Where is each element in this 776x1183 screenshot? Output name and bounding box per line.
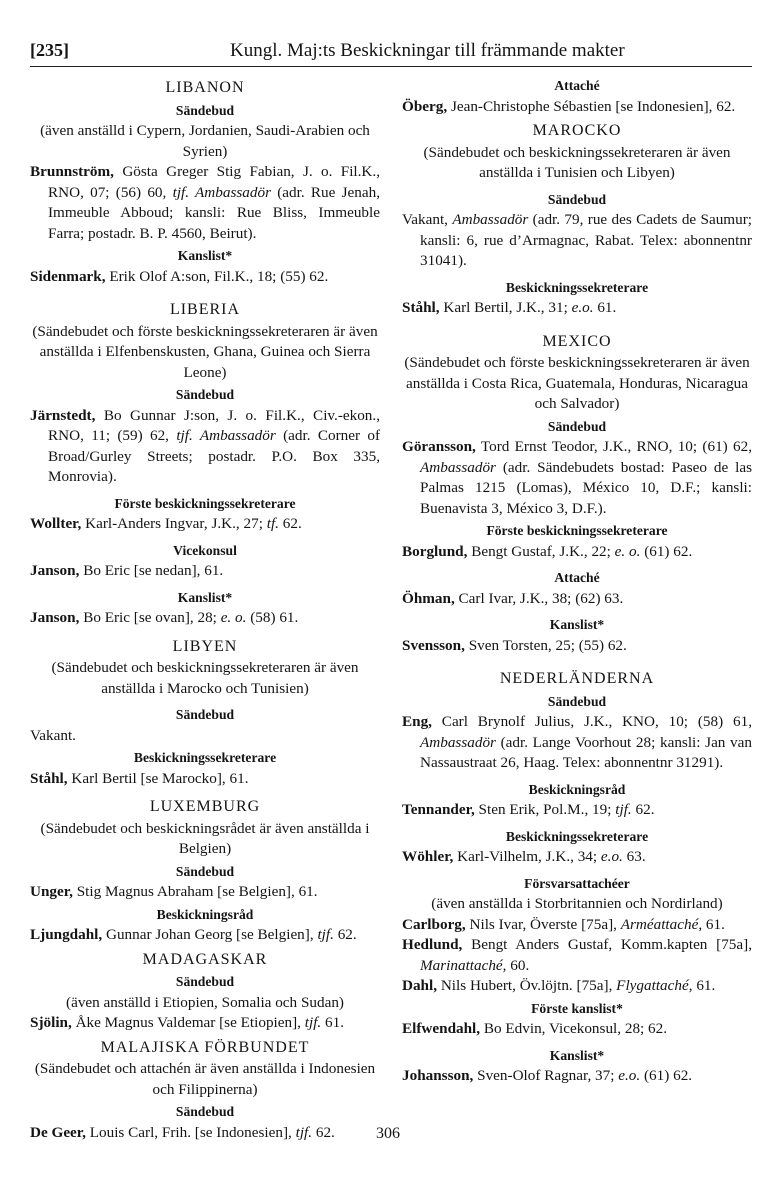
section-madagaskar bbox=[30, 950, 380, 1034]
country-heading: MALAJISKA FÖRBUNDET bbox=[100, 1038, 310, 1056]
entry-title: tjf. bbox=[615, 801, 632, 818]
entry-text: Carl Ivar, J.K., 38; (62) 63. bbox=[454, 589, 624, 607]
person-entry bbox=[402, 976, 752, 997]
person-entry bbox=[402, 589, 752, 610]
person-name: Unger, bbox=[30, 883, 73, 900]
section-note: (även anställd i Etiopien, Somalia och Sudan) bbox=[66, 993, 344, 1011]
entry-text: Sten Erik, Pol.M., 19; bbox=[474, 801, 616, 818]
entry-text: Tord Ernst Teodor, J.K., RNO, 10; (61) 62, bbox=[475, 438, 752, 455]
person-entry bbox=[402, 437, 752, 519]
entry-title: Flygattaché, bbox=[616, 977, 693, 994]
entry-title: Arméattaché, bbox=[620, 915, 703, 933]
person-entry bbox=[402, 636, 752, 657]
spacer bbox=[402, 562, 752, 566]
entry-title: e.o. bbox=[600, 848, 623, 865]
entry-text: Gunnar Johan Georg [se Belgien], bbox=[102, 926, 318, 943]
entry-title: e.o. bbox=[571, 299, 594, 316]
header-rule bbox=[30, 66, 752, 67]
person-name: Borglund, bbox=[402, 542, 468, 560]
role-heading: Kanslist* bbox=[549, 1047, 605, 1063]
person-entry bbox=[30, 267, 380, 288]
person-entry bbox=[30, 406, 380, 488]
person-name: Sidenmark, bbox=[30, 267, 106, 285]
entry-title: tjf. bbox=[304, 1014, 322, 1031]
section-note: (även anställda i Storbritannien och Nordirland) bbox=[431, 895, 723, 912]
running-title: Kungl. Maj:ts Beskickningar till främmande makter bbox=[230, 40, 625, 61]
section-note: (Sändebudet och attachén är även anställda i Indonesien och Filippinerna) bbox=[34, 1060, 376, 1098]
role-heading: Sändebud bbox=[175, 1104, 235, 1119]
person-name: Göransson, bbox=[402, 438, 476, 455]
entry-text: Carl Brynolf Julius, J.K., KNO, 10; (58) 61, bbox=[431, 713, 752, 730]
person-name: Wollter, bbox=[30, 515, 82, 532]
section-liberia bbox=[30, 300, 380, 629]
role-heading: Sändebud bbox=[175, 707, 235, 722]
person-name: Eng, bbox=[402, 713, 432, 730]
section-nederlanderna bbox=[402, 669, 752, 1087]
person-entry bbox=[402, 915, 752, 936]
role-heading: Sändebud bbox=[175, 863, 235, 879]
entry-title: tjf. Ambassadör bbox=[172, 183, 271, 201]
person-entry bbox=[402, 97, 752, 118]
country-heading: LIBYEN bbox=[172, 637, 238, 655]
section-note: (Sändebudet och förste beskickningssekreteraren är även anställda i Elfenbenskusten, Ghana, Guinea och Sierra Leone) bbox=[32, 322, 378, 381]
country-heading: NEDERLÄNDERNA bbox=[499, 670, 655, 687]
section-note: (även anställd i Cypern, Jordanien, Saudi-Arabien och Syrien) bbox=[40, 122, 370, 160]
spacer bbox=[30, 582, 380, 586]
entry-text: Bo Gunnar J:son, J. o. Fil.K., Civ.-ekon., RNO, 11; (59) 62, bbox=[48, 406, 380, 444]
entry-text: 61. bbox=[593, 299, 617, 316]
entry-text: Bo Eric [se nedan], 61. bbox=[79, 562, 224, 579]
person-name: Elfwendahl, bbox=[402, 1020, 481, 1037]
entry-title: Marinattaché, bbox=[420, 956, 507, 974]
role-heading: Försvarsattachéer bbox=[524, 875, 630, 891]
person-entry bbox=[402, 847, 752, 868]
entry-text: Nils Hubert, Öv.löjtn. [75a], bbox=[437, 977, 617, 994]
page-number: 306 bbox=[376, 1125, 400, 1142]
vacant-entry: Vakant. bbox=[30, 726, 76, 744]
section-note: (Sändebudet och förste beskickningssekreteraren är även anställda i Costa Rica, Guatemala, Honduras, Nicaragua och Salvador) bbox=[404, 354, 750, 412]
spacer bbox=[30, 629, 380, 633]
spacer bbox=[402, 184, 752, 188]
role-heading: Sändebud bbox=[547, 693, 607, 709]
person-entry bbox=[402, 800, 752, 821]
entry-text: Stig Magnus Abraham [se Belgien], 61. bbox=[72, 883, 318, 900]
person-name: Ståhl, bbox=[30, 769, 68, 787]
entry-text: (adr. 79, rue des Cadets de Saumur; kansli: 6, rue d’Armagnac, Rabat. Telex: abonnentnr 31041). bbox=[420, 211, 752, 269]
entry-text: 61. bbox=[321, 1014, 344, 1031]
entry-text: Bo Edvin, Vicekonsul, 28; 62. bbox=[480, 1020, 668, 1037]
entry-title: tf. bbox=[266, 515, 279, 532]
entry-title: Ambassadör bbox=[452, 211, 529, 228]
entry-text: (61) 62. bbox=[640, 542, 693, 560]
country-heading: MAROCKO bbox=[532, 122, 622, 139]
entry-text: (adr. Sändebudets bostad: Paseo de las Palmas 1215 (Lomas), México 10, D.F.; kansli: Buenavista 3, México 3, D.F.). bbox=[420, 458, 752, 517]
section-note: (Sändebudet och beskickningsrådet är även anställda i Belgien) bbox=[40, 819, 370, 857]
person-entry bbox=[30, 769, 380, 790]
role-heading: Beskickningsråd bbox=[528, 781, 626, 797]
role-heading: Beskickningssekreterare bbox=[133, 750, 277, 765]
role-heading: Sändebud bbox=[175, 387, 235, 402]
role-heading: Förste kanslist* bbox=[531, 1000, 623, 1016]
entry-text: 60. bbox=[506, 956, 530, 974]
person-name: Öhman, bbox=[402, 589, 455, 607]
role-heading: Vicekonsul bbox=[173, 542, 237, 558]
entry-text: 61. bbox=[702, 915, 725, 933]
role-heading: Sändebud bbox=[175, 102, 235, 118]
spacer bbox=[402, 868, 752, 872]
entry-text: Louis Carl, Frih. [se Indonesien], bbox=[85, 1123, 296, 1141]
person-entry bbox=[402, 712, 752, 774]
role-heading: Sändebud bbox=[547, 191, 607, 207]
person-name: Öberg, bbox=[402, 97, 448, 115]
person-entry bbox=[30, 561, 380, 582]
entry-text: Karl Bertil [se Marocko], 61. bbox=[67, 769, 249, 787]
entry-text: Karl Bertil, J.K., 31; bbox=[439, 299, 572, 316]
spacer bbox=[402, 821, 752, 825]
entry-text: Erik Olof A:son, Fil.K., 18; (55) 62. bbox=[105, 267, 329, 285]
person-name: Dahl, bbox=[402, 977, 438, 994]
role-heading: Sändebud bbox=[175, 974, 235, 989]
spacer bbox=[402, 319, 752, 328]
entry-text: Bengt Gustaf, J.K., 22; bbox=[467, 542, 615, 560]
spacer bbox=[30, 789, 380, 793]
entry-title: Ambassadör bbox=[420, 733, 496, 751]
entry-title: tjf. bbox=[295, 1123, 313, 1141]
person-entry bbox=[30, 882, 380, 903]
section-luxemburg bbox=[30, 797, 380, 946]
section-mexico bbox=[402, 332, 752, 657]
section-note: (Sändebudet och beskickningssekreteraren är även anställda i Tunisien och Libyen) bbox=[423, 143, 731, 181]
person-name: De Geer, bbox=[30, 1123, 86, 1141]
person-entry bbox=[30, 1013, 380, 1034]
person-name: Hedlund, bbox=[402, 936, 463, 953]
spacer bbox=[402, 272, 752, 276]
entry-text: 62. bbox=[278, 515, 302, 532]
spacer bbox=[402, 774, 752, 778]
role-heading: Kanslist* bbox=[549, 617, 605, 632]
role-heading: Beskickningsråd bbox=[156, 906, 254, 922]
country-heading: MADAGASKAR bbox=[142, 950, 268, 968]
role-heading: Sändebud bbox=[547, 418, 607, 434]
section-reference: [235] bbox=[30, 40, 69, 60]
entry-text: Vakant, bbox=[402, 211, 453, 228]
role-heading: Kanslist* bbox=[177, 248, 233, 263]
entry-text: Åke Magnus Valdemar [se Etiopien], bbox=[71, 1014, 305, 1031]
right-column bbox=[402, 74, 752, 1087]
spacer bbox=[30, 287, 380, 296]
entry-text: 62. bbox=[631, 801, 655, 818]
country-heading: LIBANON bbox=[165, 79, 245, 96]
person-name: Carlborg, bbox=[402, 915, 466, 933]
vacant-entry bbox=[402, 210, 752, 272]
left-column bbox=[30, 74, 380, 1143]
entry-text: Nils Ivar, Överste [75a], bbox=[465, 915, 621, 933]
entry-text: Sven-Olof Ragnar, 37; bbox=[473, 1067, 619, 1084]
spacer bbox=[30, 535, 380, 539]
country-heading: LIBERIA bbox=[169, 301, 241, 318]
person-name: Johansson, bbox=[402, 1067, 474, 1084]
person-name: Brunnström, bbox=[30, 163, 114, 180]
person-entry bbox=[402, 542, 752, 563]
person-entry bbox=[30, 925, 380, 946]
entry-text: 62. bbox=[312, 1123, 335, 1141]
spacer bbox=[402, 656, 752, 665]
entry-text: (adr. Lange Voorhout 28; kansli: Jan van Nassaustraat 26, Haag. Telex: abonnentnr 31291). bbox=[420, 733, 752, 771]
role-heading: Attaché bbox=[554, 78, 600, 93]
person-name: Sjölin, bbox=[30, 1014, 72, 1031]
entry-title: tjf. Ambassadör bbox=[176, 427, 276, 444]
role-heading: Förste beskickningssekreterare bbox=[114, 495, 296, 511]
section-malajiska-continued bbox=[402, 76, 752, 117]
entry-text: 61. bbox=[692, 977, 716, 994]
entry-text: Karl-Vilhelm, J.K., 34; bbox=[453, 848, 601, 865]
entry-text: (adr. Rue Jenah, Immeuble Abboud; kansli: Rue Bliss, Immeuble Farra; postadr. B. P. 4560, Beirut). bbox=[48, 183, 381, 242]
section-note: (Sändebudet och beskickningssekreteraren är även anställda i Marocko och Tunisien) bbox=[51, 659, 359, 697]
entry-text: Gösta Greger Stig Fabian, J. o. Fil.K., RNO, 07; (56) 60, bbox=[48, 163, 380, 201]
person-entry bbox=[30, 162, 380, 244]
person-entry bbox=[30, 514, 380, 535]
spacer bbox=[30, 699, 380, 703]
person-name: Tennander, bbox=[402, 801, 475, 818]
person-name: Järnstedt, bbox=[30, 406, 96, 424]
role-heading: Förste beskickningssekreterare bbox=[486, 523, 668, 538]
entry-text: 63. bbox=[622, 848, 646, 865]
person-entry bbox=[402, 935, 752, 976]
person-name: Ståhl, bbox=[402, 299, 440, 316]
entry-title: e. o. bbox=[220, 609, 247, 626]
person-entry bbox=[30, 608, 380, 629]
country-heading: LUXEMBURG bbox=[149, 798, 261, 815]
entry-title: e.o. bbox=[618, 1067, 641, 1084]
entry-text: Karl-Anders Ingvar, J.K., 27; bbox=[81, 515, 267, 532]
person-name: Janson, bbox=[30, 609, 80, 626]
entry-title: tjf. bbox=[317, 926, 334, 943]
entry-text: Bo Eric [se ovan], 28; bbox=[79, 609, 221, 626]
person-entry bbox=[402, 1019, 752, 1040]
person-entry bbox=[402, 298, 752, 319]
entry-text: 62. bbox=[333, 926, 357, 943]
role-heading: Attaché bbox=[554, 570, 600, 585]
role-heading: Kanslist* bbox=[177, 589, 233, 605]
section-libyen bbox=[30, 637, 380, 790]
country-heading: MEXICO bbox=[542, 332, 612, 350]
section-libanon bbox=[30, 78, 380, 287]
section-marocko bbox=[402, 121, 752, 319]
person-entry bbox=[402, 1066, 752, 1087]
entry-title: Ambassadör bbox=[420, 458, 496, 476]
entry-text: (61) 62. bbox=[640, 1067, 693, 1084]
entry-text: Sven Torsten, 25; (55) 62. bbox=[464, 636, 627, 654]
person-name: Ljungdahl, bbox=[30, 926, 103, 943]
entry-text: (adr. Corner of Broad/Gurley Streets; postadr. P.O. Box 335, Monrovia). bbox=[48, 427, 380, 485]
role-heading: Beskickningssekreterare bbox=[505, 828, 649, 844]
spacer bbox=[402, 1040, 752, 1044]
person-name: Svensson, bbox=[402, 636, 465, 654]
entry-text: (58) 61. bbox=[246, 609, 299, 626]
spacer bbox=[402, 609, 752, 613]
person-name: Wöhler, bbox=[402, 848, 454, 865]
person-name: Janson, bbox=[30, 562, 80, 579]
role-heading: Beskickningssekreterare bbox=[505, 279, 649, 295]
entry-text: Jean-Christophe Sébastien [se Indonesien], 62. bbox=[447, 97, 736, 115]
spacer bbox=[30, 488, 380, 492]
entry-text: Bengt Anders Gustaf, Komm.kapten [75a], bbox=[462, 936, 752, 953]
entry-title: e. o. bbox=[614, 542, 641, 560]
